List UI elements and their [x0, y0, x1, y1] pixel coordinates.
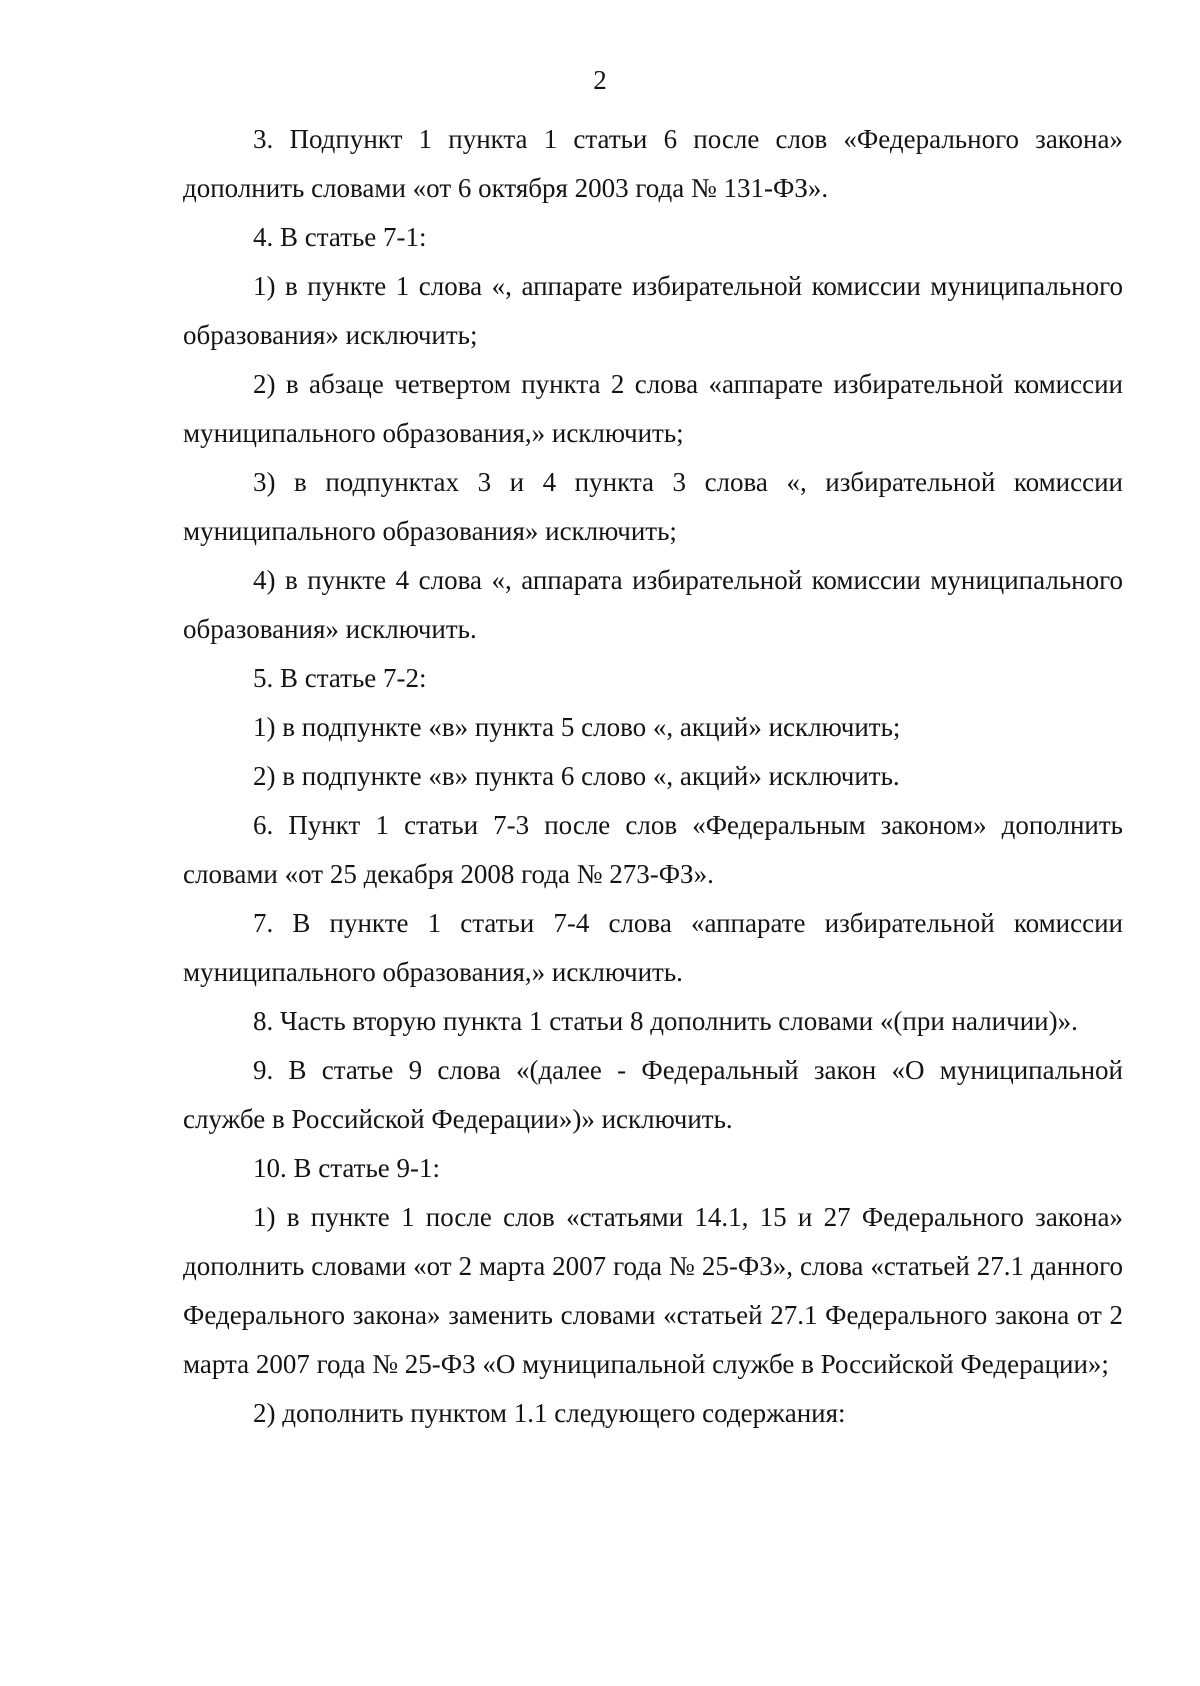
- paragraph-8: 8. Часть вторую пункта 1 статьи 8 дополнить словами «(при наличии)».: [253, 1006, 1078, 1036]
- paragraph-4-4: 4) в пункте 4 слова «, аппарата избирательной комиссии муниципального образования» исключить.: [183, 565, 1123, 644]
- paragraph-7: 7. В пункте 1 статьи 7-4 слова «аппарате избирательной комиссии муниципального образования,» исключить.: [183, 908, 1123, 987]
- paragraph-9: 9. В статье 9 слова «(далее - Федеральный закон «О муниципальной службе в Российской Федерации»)» исключить.: [183, 1055, 1123, 1134]
- paragraph-10: 10. В статье 9-1:: [253, 1153, 440, 1183]
- paragraph-3: 3. Подпункт 1 пункта 1 статьи 6 после слов «Федерального закона» дополнить словами «от 6 октября 2003 года № 131-ФЗ».: [183, 124, 1123, 203]
- paragraph-4-1: 1) в пункте 1 слова «, аппарате избирательной комиссии муниципального образования» исключить;: [183, 271, 1123, 350]
- paragraph-4: 4. В статье 7-1:: [253, 222, 427, 252]
- document-body: [183, 115, 1123, 1438]
- page-number: 2: [593, 65, 607, 95]
- paragraph-4-2: 2) в абзаце четвертом пункта 2 слова «аппарате избирательной комиссии муниципального образования,» исключить;: [183, 369, 1123, 448]
- paragraph-5: 5. В статье 7-2:: [253, 663, 427, 693]
- paragraph-5-2: 2) в подпункте «в» пункта 6 слово «, акций» исключить.: [253, 761, 900, 791]
- paragraph-6: 6. Пункт 1 статьи 7-3 после слов «Федеральным законом» дополнить словами «от 25 декабря 2008 года № 273-ФЗ».: [183, 810, 1123, 889]
- paragraph-4-3: 3) в подпунктах 3 и 4 пункта 3 слова «, избирательной комиссии муниципального образования» исключить;: [183, 467, 1123, 546]
- paragraph-10-2: 2) дополнить пунктом 1.1 следующего содержания:: [253, 1398, 846, 1428]
- paragraph-5-1: 1) в подпункте «в» пункта 5 слово «, акций» исключить;: [253, 712, 901, 742]
- paragraph-10-1: 1) в пункте 1 после слов «статьями 14.1, 15 и 27 Федерального закона» дополнить словами «от 2 марта 2007 года № 25-ФЗ», слова «статьей 27.1 данного Федерального закона» заменить словами «статьей 27.1 Федерального закона от 2 марта 2007 года № 25-ФЗ «О муниципальной службе в Российской Федерации»;: [183, 1202, 1123, 1379]
